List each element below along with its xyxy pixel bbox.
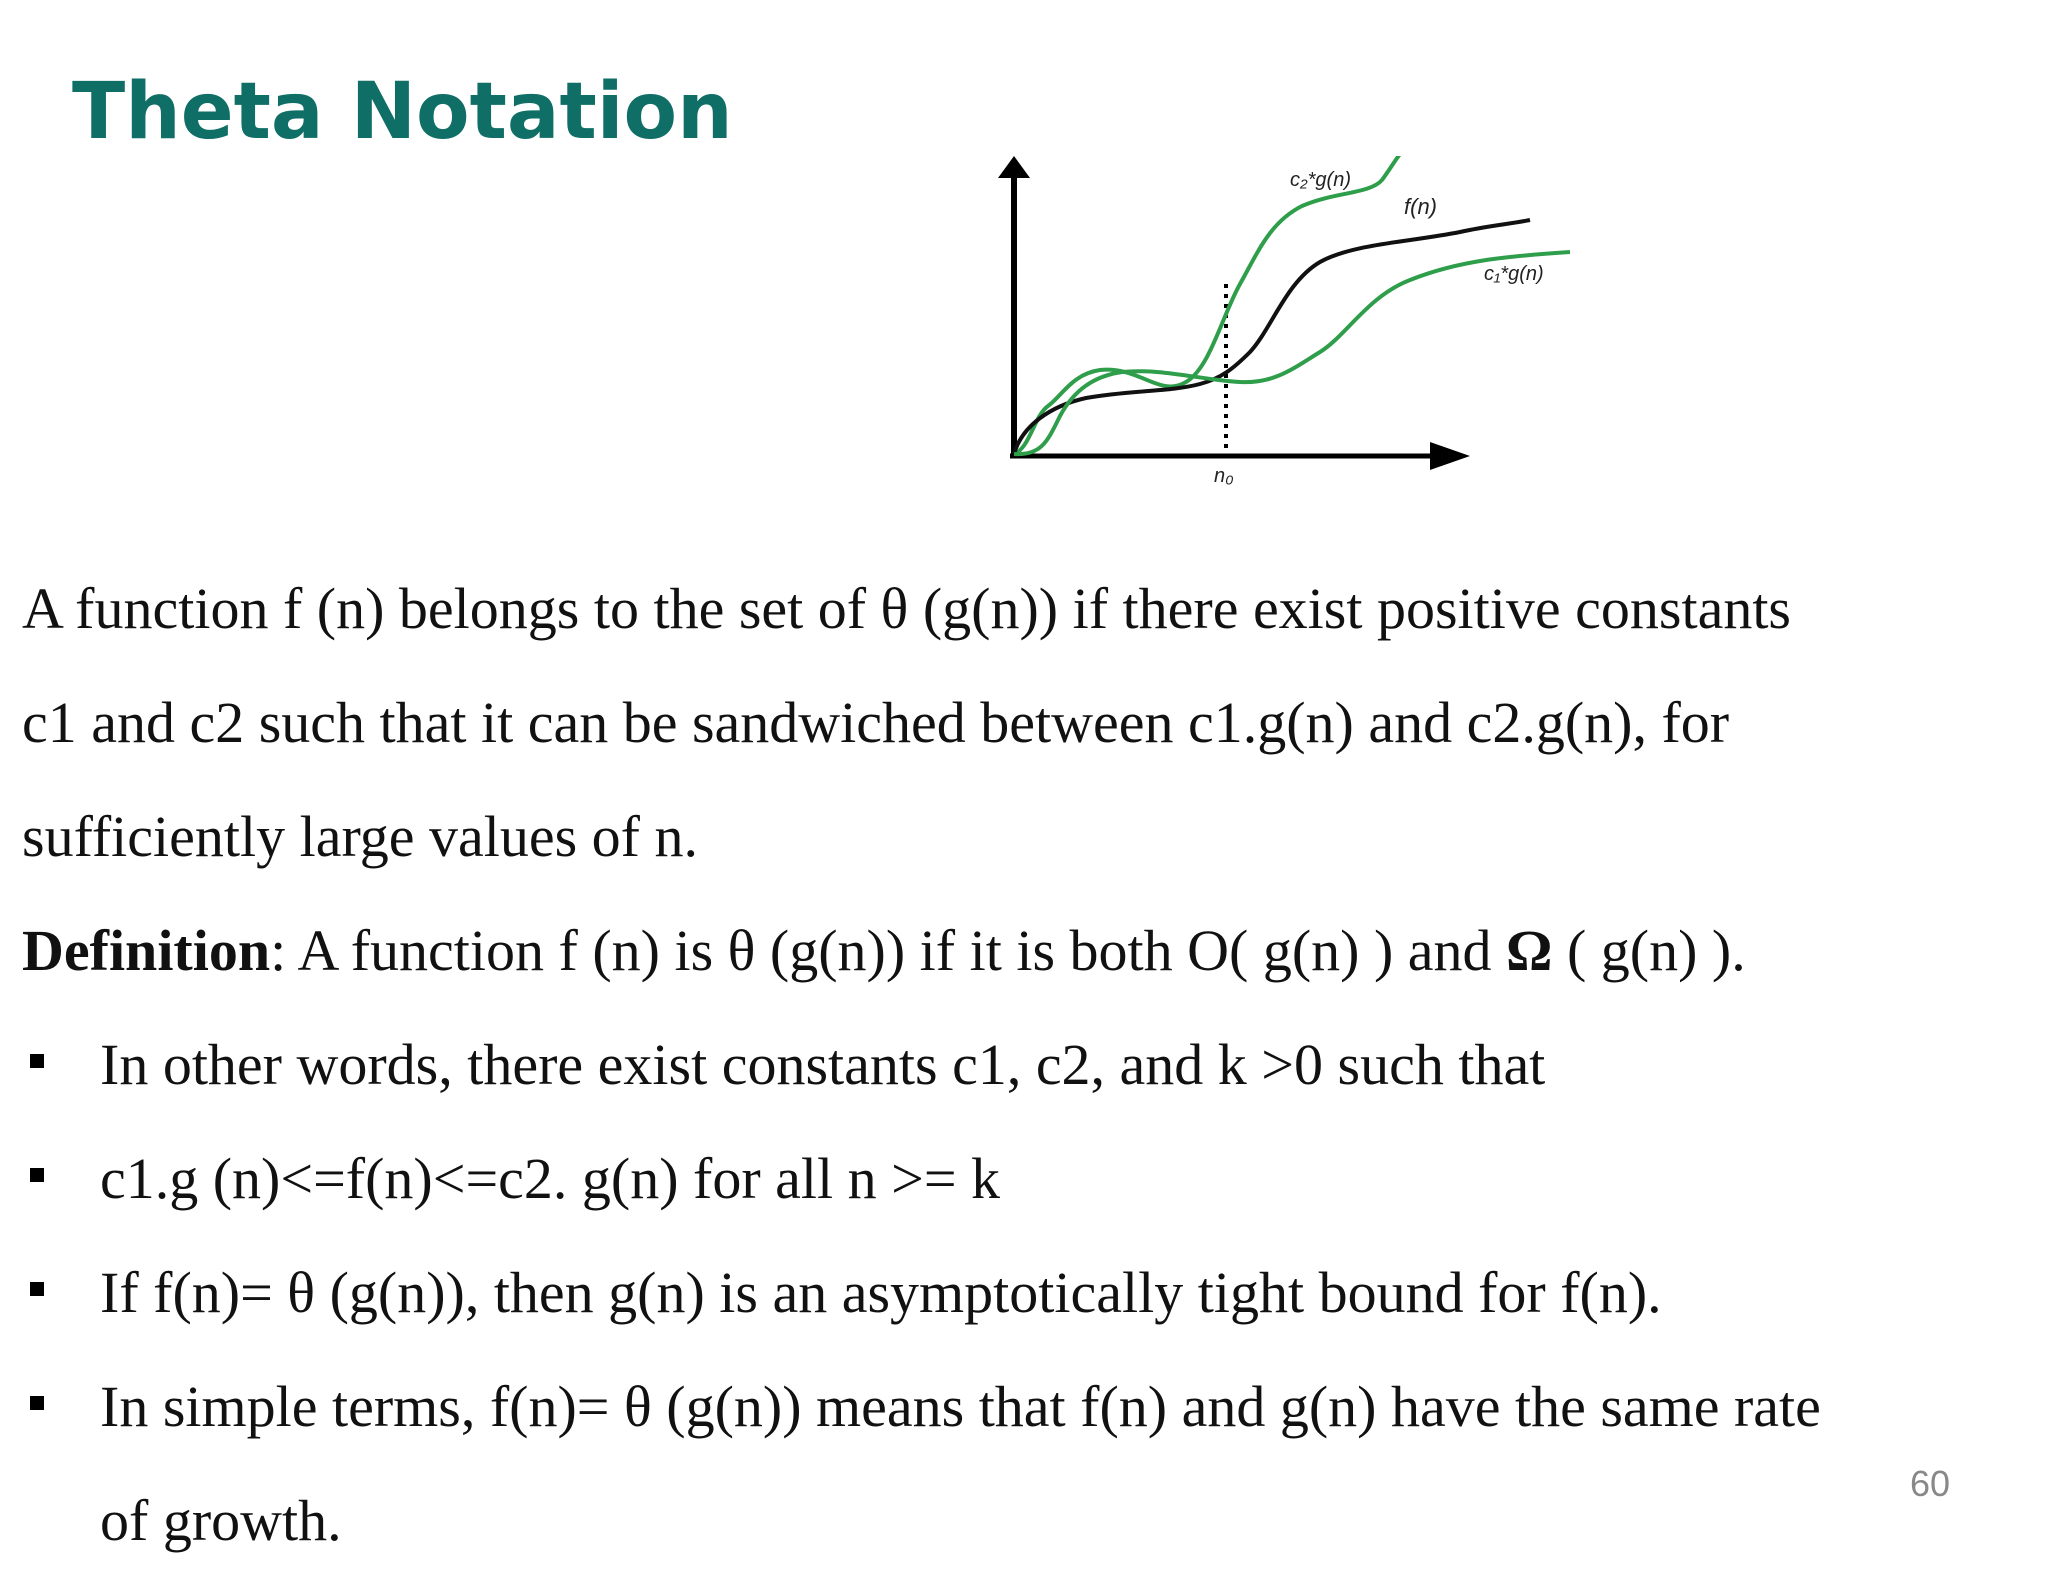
theta-notation-figure bbox=[990, 156, 1750, 496]
definition-tail: ( g(n) ). bbox=[1552, 918, 1746, 983]
square-bullet-icon bbox=[30, 1054, 44, 1068]
n0-label: n₀ bbox=[1214, 465, 1234, 487]
square-bullet-icon bbox=[30, 1282, 44, 1296]
bullet-text: In other words, there exist constants c1, c2, and k >0 such that bbox=[100, 1032, 1546, 1097]
c2-g-curve bbox=[1014, 156, 1400, 454]
slide-body bbox=[22, 552, 2002, 1578]
definition bbox=[22, 894, 2002, 1008]
f-n-curve bbox=[1014, 220, 1530, 454]
page-number: 60 bbox=[1910, 1463, 1951, 1504]
bullet-item bbox=[22, 1122, 2002, 1236]
bullet-item bbox=[22, 1350, 2002, 1464]
square-bullet-icon bbox=[30, 1168, 44, 1182]
definition-label: Definition bbox=[22, 918, 271, 983]
square-bullet-icon bbox=[30, 1396, 44, 1410]
definition-text: : A function f (n) is θ (g(n)) if it is both O( g(n) ) and bbox=[270, 918, 1507, 983]
intro-line-2: c1 and c2 such that it can be sandwiched between c1.g(n) and c2.g(n), for bbox=[22, 690, 1730, 755]
omega-symbol: Ω bbox=[1506, 918, 1553, 983]
x-axis-arrowhead bbox=[1430, 442, 1470, 470]
bullet-item bbox=[22, 1236, 2002, 1350]
f-n-label: f(n) bbox=[1404, 194, 1437, 219]
c2-g-label: c₂*g(n) bbox=[1290, 169, 1351, 191]
bullet-text: c1.g (n)<=f(n)<=c2. g(n) for all n >= k bbox=[100, 1146, 1001, 1211]
bullet-text: If f(n)= θ (g(n)), then g(n) is an asymptotically tight bound for f(n). bbox=[100, 1260, 1662, 1325]
y-axis-arrowhead bbox=[998, 156, 1030, 178]
slide-title: Theta Notation bbox=[72, 67, 733, 157]
bullet-item bbox=[22, 1008, 2002, 1122]
c1-g-label: c₁*g(n) bbox=[1484, 263, 1544, 285]
intro-line-3: sufficiently large values of n. bbox=[22, 804, 698, 869]
bullet-continuation: of growth. bbox=[100, 1488, 342, 1553]
bullet-text: In simple terms, f(n)= θ (g(n)) means that f(n) and g(n) have the same rate bbox=[100, 1374, 1821, 1439]
intro-line-1: A function f (n) belongs to the set of θ (g(n)) if there exist positive constants bbox=[22, 576, 1791, 641]
